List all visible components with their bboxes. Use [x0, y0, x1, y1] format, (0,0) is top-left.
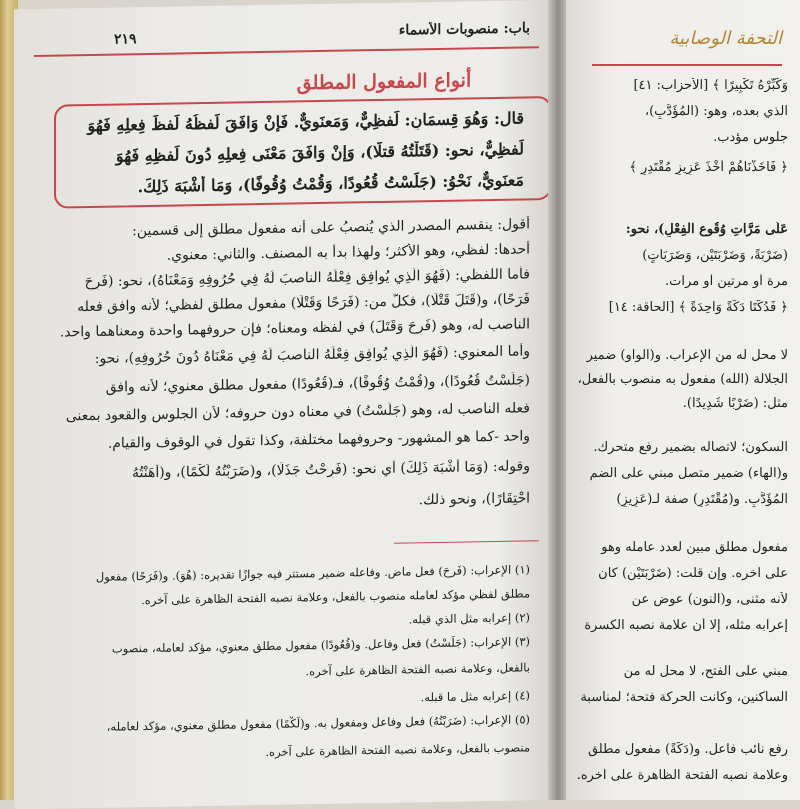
right-line: الْمُؤَدَّبِ. و(مُقْتَدِرٍ) صفة لـ(عَزِيزٍ)	[616, 492, 788, 507]
right-line: وعلامة نصبه الفتحة الظاهرة على آخره.	[576, 768, 788, 783]
footnote-line: (٤) إعرابه مثل ما قبله.	[420, 688, 530, 705]
body-line: الناصب له، وهو (فَرِحَ وَقَتَلَ) في لفظه ومعناه؛ فإن حروفهما واحدة ومعناهما واحد.	[59, 316, 530, 341]
right-line: و(الهاء) ضمير متصل مبني على الضم	[589, 466, 788, 481]
page-number: ٢١٩	[114, 31, 137, 48]
footnote-line: بالفعل، وعلامة نصبه الفتحة الظاهرة على آخره.	[305, 660, 530, 679]
right-line: مرة أو مرتين أو مرات.	[665, 274, 788, 289]
right-line: الجلالة (الله) مفعول به منصوب بالفعل،	[577, 372, 788, 387]
body-line: فَرَحًا)، و(قَتَلَ قَتْلًا)، فكلٌّ من: (فَرَحًا وَقَتْلًا) مفعول مطلق لفظي؛ لأنه وافق فعله	[77, 291, 530, 316]
right-line: رفع نائب فاعل. و(دَكَّةً) مفعول مطلق	[587, 742, 788, 757]
footnote-separator	[394, 540, 539, 544]
matn-line: قال: وَهُوَ قِسمَانِ: لَفظِيٌّ، وَمَعنَوِيٌّ. فَإِنْ وَافَقَ لَفظُهُ لَفظَ فِعلِهِ فَهُوَ	[87, 108, 524, 136]
body-line: (جَلَسْتُ قُعُودًا)، و(قُمْتُ وُقُوفًا)، فـ(قُعُودًا) مفعول مطلق معنوي؛ لأنه وافق	[105, 372, 530, 396]
right-line: الساكنين، وكانت الحركة فتحة؛ لمناسبة	[580, 690, 788, 705]
footnote-line: (١) الإعراب: (فَرِحَ) فعل ماضٍ. وفاعله ضمير مستتر فيه جوازًا تقديره: (هُوَ). و(فَرَحًا) مفعول	[95, 562, 530, 584]
right-line: على آخره. وإن قلت: (ضَرْبَتَيْنِ) كان	[598, 566, 788, 581]
right-line: مبني على الفتح، لا محل له من	[623, 664, 788, 679]
matn-line: مَعنَوِيٌّ، نَحْوُ: (جَلَسْتُ قُعُودًا، وَقُمْتُ وُقُوفًا)، وَمَا أَشْبَهَ ذَلِكَ.	[137, 170, 524, 197]
section-title: أنواع المفعول المطلق	[296, 69, 472, 95]
footnote-line: (٢) إعرابه مثل الذي قبله.	[408, 610, 530, 627]
right-line: ﴿ فَأَخَذْنَاهُمْ أَخْذَ عَزِيزٍ مُقْتَدِرٍ ﴾	[629, 160, 788, 175]
body-line: أحدها: لفظي، وهو الأكثر؛ ولهذا بدأ به المصنف. والثاني: معنوي.	[166, 241, 530, 264]
body-line: وقوله: (وَمَا أَشْبَهَ ذَلِكَ) أي نحو: (فَرِحْتُ جَذَلًا)، و(ضَرَبْتُهُ لَكْمًا)، و(أَهَنْتُهُ	[131, 458, 530, 482]
footnote-line: (٥) الإعراب: (ضَرَبْتُهُ) فعل وفاعل ومفعول به. و(لَكْمًا) مفعول مطلق معنوي، مؤكد لعامله،	[106, 712, 530, 734]
footnote-line: (٣) الإعراب: (جَلَسْتُ) فعل وفاعل. و(قُعُودًا) مفعول مطلق معنوي، مؤكد لعامله، منصوب	[111, 634, 530, 656]
body-line: احْتِقَارًا)، ونحو ذلك.	[418, 490, 530, 509]
right-line: السكون؛ لاتصاله بضمير رفع متحرك.	[593, 440, 788, 455]
footnote-line: مطلق لفظي مؤكد لعامله منصوب بالفعل، وعلامة نصبه الفتحة الظاهرة على آخره.	[141, 586, 530, 608]
right-line: لأنه مثنى، و(النون) عوض عن	[631, 592, 788, 607]
header-rule	[34, 46, 539, 57]
book-gutter	[548, 0, 568, 800]
right-line: (ضَرْبَةً، وَضَرْبَتَيْنِ، وَضَرَبَاتٍ)	[642, 248, 788, 263]
matn-line: لَفظِيٌّ، نحو: (قَتَلْتُهُ قتلًا)، وَإِنْ وَافَقَ مَعْنَى فِعلِهِ دُونَ لَفظِهِ فَهُوَ	[115, 139, 524, 166]
body-line: وأما المعنوي: (فَهُوَ الَّذِي يُوافِق فِعْلَهُ الناصبَ لَهُ فِي مَعْنَاهُ دُونَ حُرُوفِهِ)، نحو:	[94, 343, 530, 367]
book-logo: التحفة الوصابية	[592, 28, 782, 66]
right-line: الذي بعده، وهو: (الْمُؤَدَّبِ)،	[644, 104, 788, 119]
left-page	[14, 0, 550, 809]
body-line: واحد -كما هو المشهور- وحروفهما مختلفة، وكذا تقول في الوقوف والقيام.	[107, 428, 530, 452]
chapter-header: باب: منصوبات الأسماء	[398, 20, 530, 39]
body-line: أقول: ينقسم المصدر الذي يُنصبُ على أنه مفعول مطلق إلى قسمين:	[132, 216, 530, 240]
right-line: وَكَبِّرْهُ تَكْبِيرًا ﴾ [الأحزاب: ٤١]	[633, 78, 788, 93]
right-line: إعرابه مثله، إلا أن علامة نصبه الكسرة	[584, 618, 788, 633]
right-page	[566, 0, 800, 800]
right-line: مفعول مطلق مبين لعدد عامله وهو	[601, 540, 788, 555]
right-line: مثل: (ضَرْبًا شَدِيدًا).	[682, 396, 788, 411]
right-line: عَلَى مَرَّاتِ وُقُوعِ الْفِعْلِ)، نحو:	[625, 222, 788, 237]
footnote-line: منصوب بالفعل، وعلامة نصبه الفتحة الظاهرة على آخره.	[265, 740, 530, 759]
right-line: ﴿ فَدُكَّتَا دَكَّةً وَاحِدَةً ﴾ [الحاقة: ١٤]	[608, 300, 788, 315]
body-line: فأما اللفظي: (فَهُوَ الَّذِي يُوافِق فِعْلَهُ الناصبَ لَهُ فِي حُرُوفِهِ وَمَعْنَاهُ)، نحو: (فَرِحَ	[84, 266, 530, 291]
right-line: لا محل له من الإعراب. و(الواو) ضمير	[586, 348, 788, 363]
body-line: فعله الناصب له، وهو (جَلَسْتُ) في معناه دون حروفه؛ لأن الجلوس والقعود بمعنى	[65, 400, 530, 425]
right-line: جلوس مؤدب.	[713, 130, 788, 145]
